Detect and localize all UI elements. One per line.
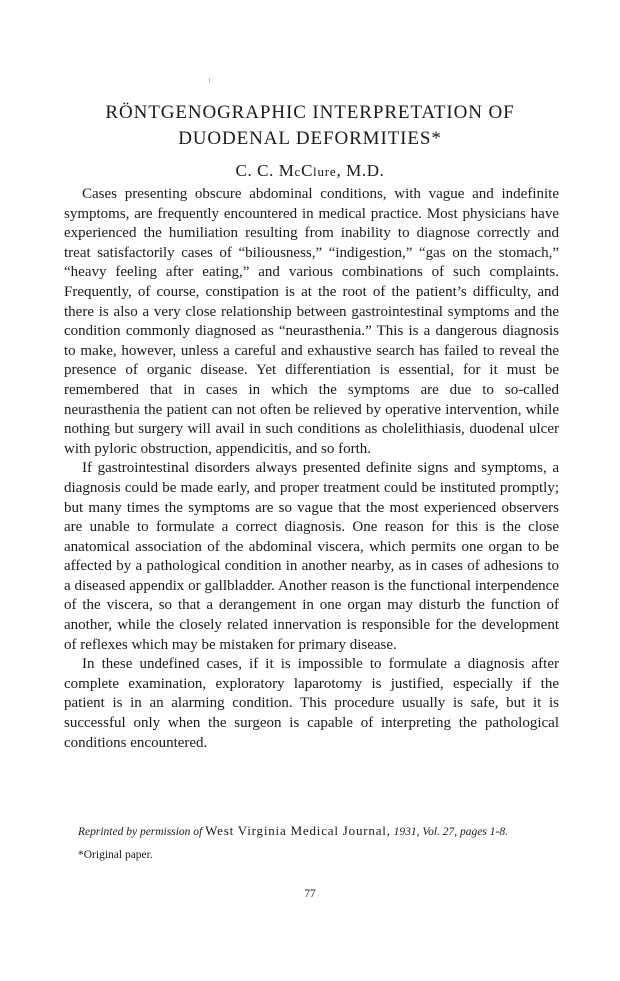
page-number: 77 <box>304 888 316 900</box>
reprint-note-suffix: 1931, Vol. 27, pages 1-8. <box>393 826 508 838</box>
scan-speck <box>209 78 210 83</box>
body-paragraph: Cases presenting obscure abdominal conditions, with vague and indefinite symptoms, are frequently encountered in medical practice. Most physicians have experienced the humiliation resulting from inability to diagnose correctly and treat satisfactorily cases of “biliousness,” “indigestion,” “gas on the stomach,” “heavy feeling after eating,” and various combinations of such complaints. Frequently, of course, constipation is at the root of the patient’s difficulty, and there is also a very close relationship between gastrointestinal symptoms and the condition commonly diagnosed as “neurasthenia.” This is a dangerous diagnosis to make, however, unless a careful and exhaustive search has failed to reveal the presence of organic disease. Yet differentiation is essential, for it must be remembered that in cases in which the symptoms are due to so-called neurasthenia the patient can not often be relieved by operative intervention, while nothing but surgery will avail in such conditions as cholelithiasis, duodenal ulcer with pyloric obstruction, appendicitis, and so forth. <box>64 186 559 457</box>
author-degree: , M.D. <box>336 161 385 180</box>
reprint-note <box>64 823 559 840</box>
reprint-note-journal: West Virginia Medical Journal, <box>205 823 391 838</box>
article-title-line-2: DUODENAL DEFORMITIES* <box>178 128 442 149</box>
reprint-note-prefix: Reprinted by permission of <box>78 826 203 838</box>
body-paragraph: If gastrointestinal disorders always presented definite signs and symptoms, a diagnosis could be made early, and proper treatment could be instituted promptly; but many times the symptoms are so vague that the most experienced observers are unable to formulate a correct diagnosis. One reason for this is the close anatomical association of the abdominal viscera, which permits one organ to be affected by a pathological condition in another nearby, as in cases of adhesions to a diseased appendix or gallbladder. Another reason is the functional interpendence of the viscera, so that a derangement in one organ may disturb the function of another, while the closely related innervation is responsible for the development of reflexes which may be mistaken for primary disease. <box>64 460 559 653</box>
article-title-line-1: RÖNTGENOGRAPHIC INTERPRETATION OF <box>105 102 515 123</box>
article-body <box>64 185 559 753</box>
author-surname-C: C <box>301 161 314 180</box>
author-byline <box>60 159 560 184</box>
body-paragraph: In these undefined cases, if it is impossible to formulate a diagnosis after complete examination, exploratory laparotomy is justified, especially if the patient is in an alarming condition. This procedure usually is safe, but it is successful only when the surgeon is capable of interpreting the pathological conditions encountered. <box>64 656 559 751</box>
author-initials: C. C. M <box>235 161 295 180</box>
author-surname-c: c <box>294 164 302 179</box>
author-surname-rest: lure <box>313 164 337 179</box>
footnote: *Original paper. <box>78 849 153 861</box>
